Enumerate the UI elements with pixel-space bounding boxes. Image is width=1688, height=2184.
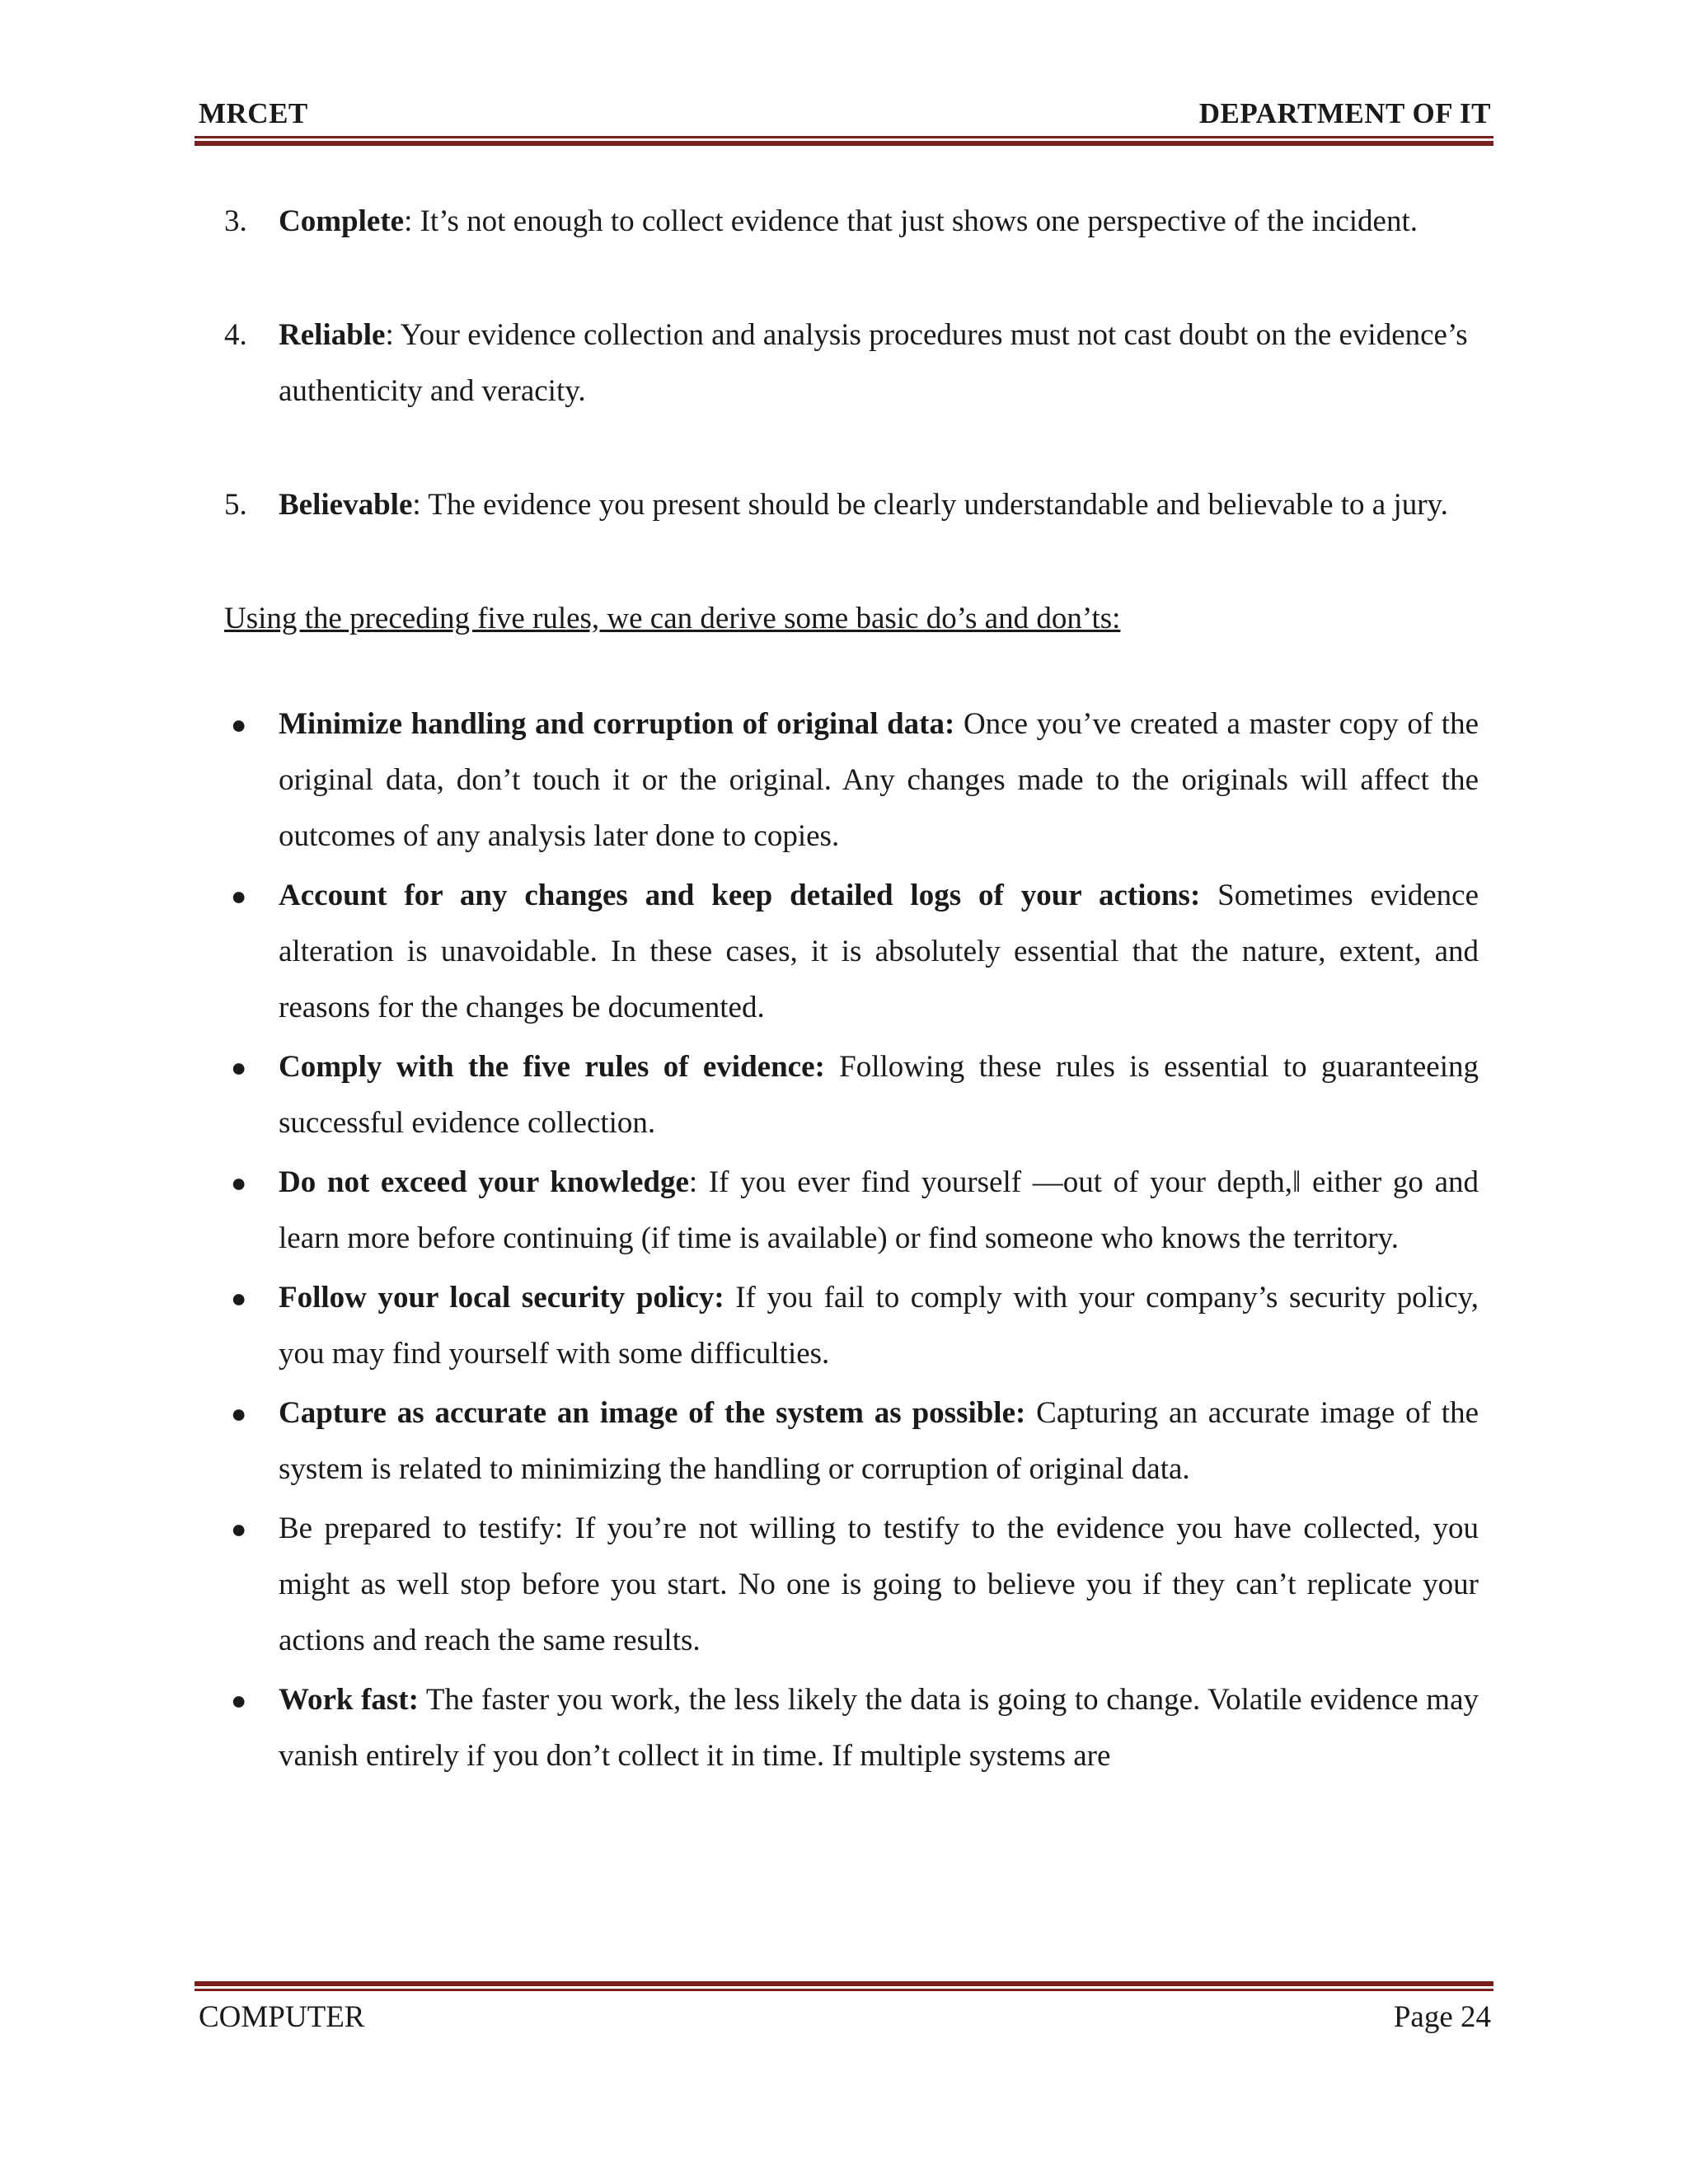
item-text: : Your evidence collection and analysis procedures must not cast doubt on the evidence’s authenticity and veracity. — [279, 318, 1468, 408]
item-term: Work fast: — [279, 1683, 419, 1717]
item-text: The faster you work, the less likely the data is going to change. Volatile evidence may vanish entirely if you don’t collect it in time. If multiple systems are — [279, 1683, 1479, 1773]
section-intro: Using the preceding five rules, we can derive some basic do’s and don’ts: — [224, 602, 1121, 635]
list-item — [224, 1270, 1479, 1382]
item-text: Be prepared to testify: If you’re not willing to testify to the evidence you have collected, you might as well stop before you start. No one is going to believe you if they can’t replicate your actions and reach the same results. — [279, 1511, 1479, 1657]
item-term: Complete — [279, 204, 405, 238]
header-rule-thin — [195, 136, 1493, 138]
item-term: Do not exceed your knowledge — [279, 1165, 689, 1199]
footer-rule-thick — [195, 1981, 1493, 1986]
item-term: Follow your local security policy: — [279, 1281, 724, 1315]
bullet-icon: ● — [231, 1399, 247, 1428]
item-text: : It’s not enough to collect evidence that just shows one perspective of the incident. — [404, 204, 1418, 238]
list-item — [224, 1501, 1479, 1669]
item-term: Believable — [279, 488, 413, 522]
page-header — [199, 97, 1491, 138]
page-body — [224, 194, 1479, 1788]
bullet-icon: ● — [231, 1685, 247, 1715]
item-text: : The evidence you present should be clearly understandable and believable to a jury. — [412, 488, 1448, 522]
list-item — [224, 1039, 1479, 1151]
guidelines-list — [224, 696, 1479, 1784]
item-text: Sometimes evidence alteration is unavoidable. In these cases, it is absolutely essential that the nature, extent, and reasons for the changes be documented. — [279, 879, 1479, 1024]
numbered-item — [224, 477, 1479, 533]
item-number: 5. — [224, 488, 247, 522]
item-term: Reliable — [279, 318, 386, 352]
bullet-icon: ● — [231, 1283, 247, 1313]
numbered-item — [224, 194, 1479, 250]
item-term: Capture as accurate an image of the system as possible: — [279, 1396, 1026, 1430]
footer-rule-thin — [195, 1989, 1493, 1991]
header-institution: MRCET — [199, 97, 308, 129]
item-term: Account for any changes and keep detailed logs of your actions: — [279, 879, 1201, 912]
list-item — [224, 868, 1479, 1036]
page-footer — [199, 1999, 1491, 2041]
item-text: Once you’ve created a master copy of the original data, don’t touch it or the original. Any changes made to the originals will affect the outcomes of any analysis later done to copies. — [279, 707, 1479, 853]
item-number: 4. — [224, 318, 247, 352]
item-term: Minimize handling and corruption of original data: — [279, 707, 955, 741]
list-item — [224, 1672, 1479, 1784]
list-item — [224, 696, 1479, 865]
bullet-icon: ● — [231, 1514, 247, 1544]
list-item — [224, 1385, 1479, 1497]
header-rule-thick — [195, 141, 1493, 146]
item-text: : If you ever find yourself ―out of your depth,‖ either go and learn more before continuing (if time is available) or find someone who knows the territory. — [279, 1165, 1479, 1255]
list-item — [224, 1155, 1479, 1267]
item-text: Following these rules is essential to guaranteeing successful evidence collection. — [279, 1050, 1479, 1140]
bullet-icon: ● — [231, 1168, 247, 1197]
numbered-item — [224, 307, 1479, 419]
item-number: 3. — [224, 204, 247, 238]
item-text: If you fail to comply with your company’s security policy, you may find yourself with some difficulties. — [279, 1281, 1479, 1371]
bullet-icon: ● — [231, 881, 247, 911]
footer-subject: COMPUTER — [199, 2000, 365, 2034]
bullet-icon: ● — [231, 1052, 247, 1082]
item-text: Capturing an accurate image of the system is related to minimizing the handling or corruption of original data. — [279, 1396, 1479, 1486]
item-term: Comply with the five rules of evidence: — [279, 1050, 825, 1084]
page-number: Page 24 — [1393, 2000, 1491, 2034]
header-department: DEPARTMENT OF IT — [1198, 97, 1491, 129]
bullet-icon: ● — [231, 710, 247, 739]
